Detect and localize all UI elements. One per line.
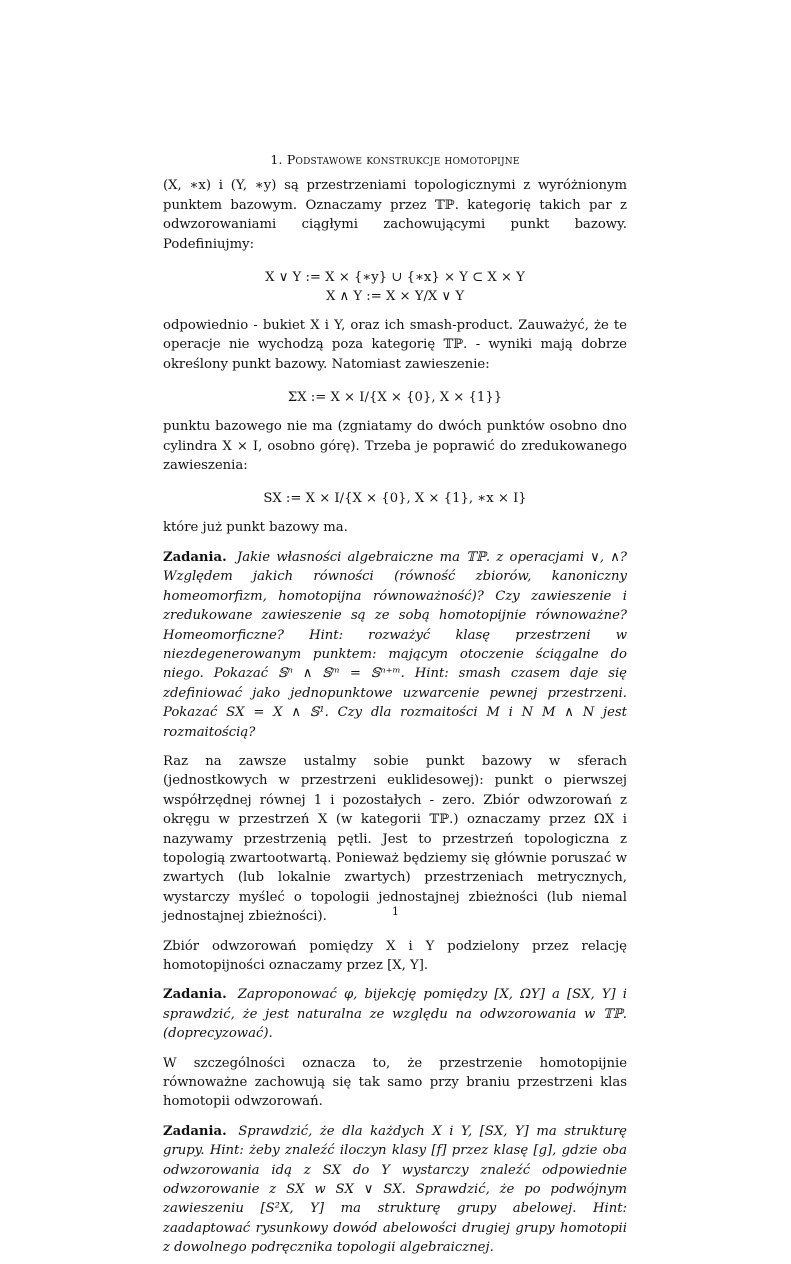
paragraph-homotopy-classes: Zbiór odwzorowań pomiędzy X i Y podzielony przez relację homotopijności oznaczamy przez [X, Y]. (163, 938, 627, 973)
task-text: Zaproponować φ, bijekcję pomiędzy [X, ΩY] a [SX, Y] i sprawdzić, że jest naturalna ze względu na odwzorowania w 𝕋ℙ. (doprecyzować). (163, 987, 627, 1042)
section-heading: Podstawowe konstrukcje homotopijne (286, 152, 520, 167)
equation-wedge: X ∨ Y := X × {∗y} ∪ {∗x} × Y ⊂ X × Y (265, 270, 525, 286)
task-block-2 (163, 985, 627, 1043)
paragraph-basepoint: które już punkt bazowy ma. (163, 520, 348, 536)
section-number: 1. (270, 152, 283, 167)
page-body (163, 150, 627, 1264)
task-text: Sprawdzić, że dla każdych X i Y, [SX, Y] ma strukturę grupy. Hint: żeby znaleźć iloczyn klasy [f] przez klasę [g], gdzie oba odwzorowania idą z SX do Y wystarczy znaleźć odpowiednie odwzorowanie z SX w SX ∨ SX. Sprawdzić, że po podwójnym zawieszeniu [S²X, Y] ma strukturę grupy abelowej. Hint: zaadaptować rysunkowy dowód abelowości drugiej grupy homotopii z dowolnego podręcznika topologii algebraicznej. (163, 1123, 627, 1256)
task-label: Zadania. (163, 987, 227, 1003)
equation-reduced-suspension: SX := X × I/{X × {0}, X × {1}, ∗x × I} (263, 491, 527, 507)
task-label: Zadania. (163, 1123, 227, 1139)
section-title (163, 150, 627, 169)
equation-wedge-smash (163, 268, 627, 306)
equation-suspension: ΣX := X × I/{X × {0}, X × {1}} (287, 390, 503, 406)
paragraph-operations: odpowiednio - bukiet X i Y, oraz ich smash-product. Zauważyć, że te operacje nie wychodzą poza kategorię 𝕋ℙ. - wyniki mają dobrze określony punkt bazowy. Natomiast zawieszenie: (163, 318, 627, 372)
paragraph-equivalence: W szczególności oznacza to, że przestrzenie homotopijnie równoważne zachowują się tak samo przy braniu przestrzeni klas homotopii odwzorowań. (163, 1055, 627, 1110)
equation-smash: X ∧ Y := X × Y/X ∨ Y (325, 289, 465, 305)
page-number: 1 (392, 905, 399, 918)
intro-paragraph: (X, ∗x) i (Y, ∗y) są przestrzeniami topologicznymi z wyróżnionym punktem bazowym. Oznaczamy przez 𝕋ℙ. kategorię takich par z odwzorowaniami ciągłymi zachowującymi punkt bazowy. Podefiniujmy: (163, 178, 627, 252)
task-text: Jakie własności algebraiczne ma 𝕋ℙ. z operacjami ∨, ∧? Względem jakich równości (równość zbiorów, kanoniczny homeomorfizm, homotopijna równoważność)? Czy zawieszenie i zredukowane zawieszenie są ze sobą homotopijnie równoważne? Homeomorficzne? Hint: rozważyć klasę przestrzeni w niezdegenerowanym punktem: mającym otoczenie ściągalne do niego. Pokazać 𝕊ⁿ ∧ 𝕊ᵐ = 𝕊ⁿ⁺ᵐ. Hint: smash czasem daje się zdefiniować jako jednopunktowe uzwarcenie pewnej przestrzeni. Pokazać SX = X ∧ 𝕊¹. Czy dla rozmaitości M i N M ∧ N jest rozmaitością? (163, 549, 627, 740)
task-block-3 (163, 1122, 627, 1258)
paragraph-loop-space: Raz na zawsze ustalmy sobie punkt bazowy w sferach (jednostkowych w przestrzeni euklidesowej): punkt o pierwszej współrzędnej równej 1 i pozostałych - zero. Zbiór odwzorowań z okręgu w przestrzeń X (w kategorii 𝕋ℙ.) oznaczamy przez ΩX i nazywamy przestrzenią pętli. Jest to przestrzeń topologiczna z topologią zwartootwartą. Ponieważ będziemy się głównie poruszać w zwartych (lub lokalnie zwartych) przestrzeniach metrycznych, wystarczy myśleć o topologii jednostajnej zbieżności (lub niemal jednostajnej zbieżności). (163, 753, 627, 925)
task-label: Zadania. (163, 549, 227, 565)
task-block-1 (163, 548, 627, 742)
paragraph-suspension: punktu bazowego nie ma (zgniatamy do dwóch punktów osobno dno cylindra X × I, osobno górę). Trzeba je poprawić do zredukowanego zawieszenia: (163, 419, 627, 474)
